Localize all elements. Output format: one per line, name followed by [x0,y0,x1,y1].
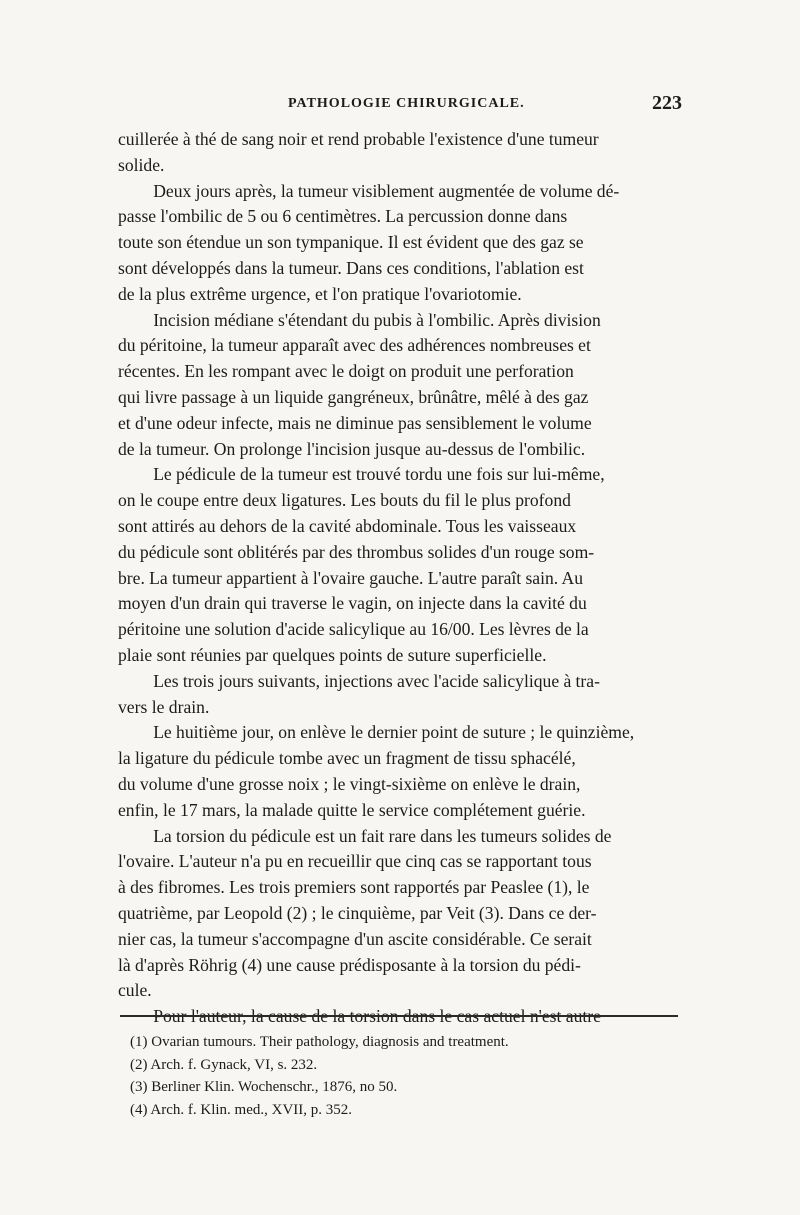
footnote: (3) Berliner Klin. Wochenschr., 1876, no 50. [130,1079,398,1095]
text-line: solide. [118,154,165,175]
text-line: moyen d'un drain qui traverse le vagin, on injecte dans la cavité du [118,593,587,614]
footnotes [130,1031,680,1121]
text-line: bre. La tumeur appartient à l'ovaire gauche. L'autre paraît sain. Au [118,567,584,588]
text-line: nier cas, la tumeur s'accompagne d'un ascite considérable. Ce serait [118,928,592,949]
text-line: cule. [118,980,152,1001]
page-header [118,92,682,118]
text-line: enfin, le 17 mars, la malade quitte le service complétement guérie. [118,799,586,820]
text-line: cuillerée à thé de sang noir et rend probable l'existence d'une tumeur [118,129,599,149]
text-line: du volume d'une grosse noix ; le vingt-sixième on enlève le drain, [118,773,581,794]
page-number: 223 [652,92,682,114]
text-line: l'ovaire. L'auteur n'a pu en recueillir que cinq cas se rapportant tous [118,851,592,872]
footnote-separator [120,1015,678,1017]
text-line: passe l'ombilic de 5 ou 6 centimètres. La percussion donne dans [118,206,568,227]
text-line: plaie sont réunies par quelques points de suture superficielle. [118,644,547,665]
text-line: Pour l'auteur, la cause de la torsion dans le cas actuel n'est autre [118,1006,601,1027]
text-line: Le pédicule de la tumeur est trouvé tordu une fois sur lui-même, [118,464,605,485]
text-line: Incision médiane s'étendant du pubis à l'ombilic. Après division [118,309,601,330]
footnote: (4) Arch. f. Klin. med., XVII, p. 352. [130,1101,353,1118]
text-line: de la tumeur. On prolonge l'incision jusque au-dessus de l'ombilic. [118,438,586,459]
text-line: et d'une odeur infecte, mais ne diminue pas sensiblement le volume [118,412,592,433]
text-line: la ligature du pédicule tombe avec un fragment de tissu sphacélé, [118,748,576,769]
text-line: à des fibromes. Les trois premiers sont rapportés par Peaslee (1), le [118,877,590,898]
text-line: péritoine une solution d'acide salicylique au 16/00. Les lèvres de la [118,619,589,640]
text-line: toute son étendue un son tympanique. Il est évident que des gaz se [118,232,584,253]
text-line: de la plus extrême urgence, et l'on pratique l'ovariotomie. [118,283,522,304]
text-line: du péritoine, la tumeur apparaît avec des adhérences nombreuses et [118,335,591,356]
body-text [118,127,684,1030]
text-line: on le coupe entre deux ligatures. Les bouts du fil le plus profond [118,490,571,511]
text-line: vers le drain. [118,696,210,717]
text-line: quatrième, par Leopold (2) ; le cinquième, par Veit (3). Dans ce der- [118,902,597,923]
running-title: PATHOLOGIE CHIRURGICALE. [288,96,525,111]
footnote: (2) Arch. f. Gynack, VI, s. 232. [130,1056,318,1073]
text-line: récentes. En les rompant avec le doigt on produit une perforation [118,361,574,382]
text-line: Deux jours après, la tumeur visiblement augmentée de volume dé- [118,180,620,201]
text-line: sont attirés au dehors de la cavité abdominale. Tous les vaisseaux [118,515,577,536]
text-line: du pédicule sont oblitérés par des thrombus solides d'un rouge som- [118,541,595,562]
footnote: (1) Ovarian tumours. Their pathology, diagnosis and treatment. [130,1034,509,1050]
text-line: Les trois jours suivants, injections avec l'acide salicylique à tra- [118,670,600,691]
text-line: La torsion du pédicule est un fait rare dans les tumeurs solides de [118,825,612,846]
text-line: qui livre passage à un liquide gangréneux, brûnâtre, mêlé à des gaz [118,386,589,407]
text-line: là d'après Röhrig (4) une cause prédisposante à la torsion du pédi- [118,954,581,975]
text-line: Le huitième jour, on enlève le dernier point de suture ; le quinzième, [118,722,635,743]
text-line: sont développés dans la tumeur. Dans ces conditions, l'ablation est [118,257,584,278]
